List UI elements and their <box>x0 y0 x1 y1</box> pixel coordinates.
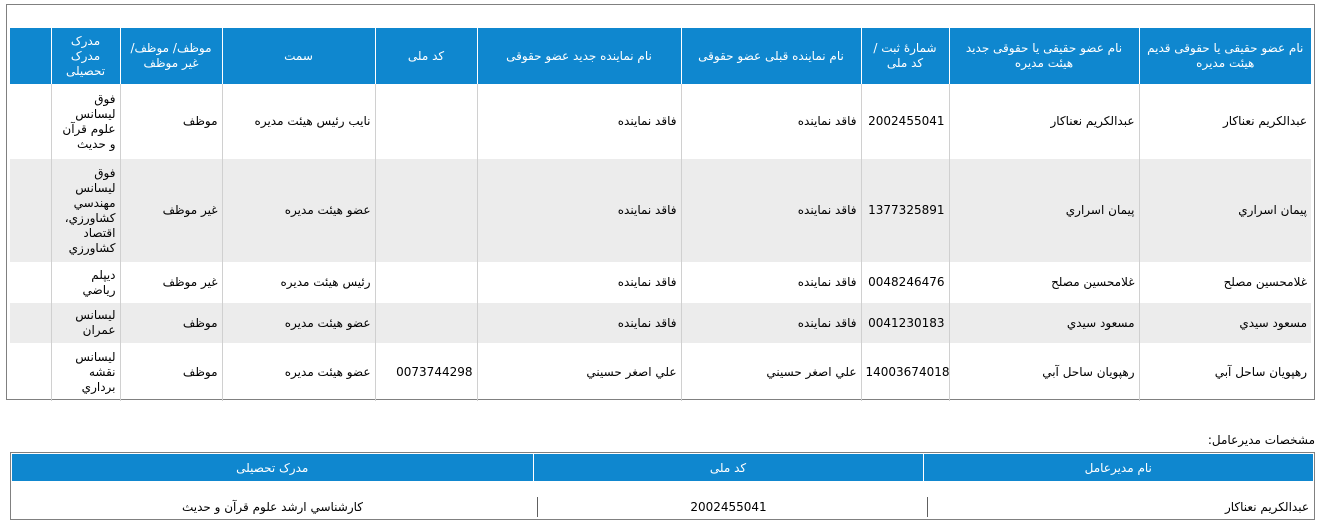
reg-code-cell: 14003674018 <box>861 343 949 401</box>
empty-cell <box>10 159 51 262</box>
col-duty: موظف/ موظف/ غیر موظف <box>120 28 222 84</box>
national-code-cell <box>375 84 477 159</box>
reg-code-cell: 0048246476 <box>861 262 949 303</box>
new-rep-cell: فاقد نماينده <box>477 159 681 262</box>
duty-cell: موظف <box>120 343 222 401</box>
new-member-cell: رهپويان ساحل آبي <box>949 343 1139 401</box>
col-national-code: کد ملی <box>375 28 477 84</box>
col-old-member: نام عضو حقیقی یا حقوقی قدیم هیئت مدیره <box>1139 28 1311 84</box>
col-manager-name: نام مديرعامل <box>923 454 1313 481</box>
manager-name: عبدالكريم نعناكار <box>927 497 1309 517</box>
old-member-cell: غلامحسين مصلح <box>1139 262 1311 303</box>
table-row <box>10 262 1311 303</box>
new-rep-cell: فاقد نماينده <box>477 262 681 303</box>
manager-table <box>12 454 1313 523</box>
col-empty <box>10 28 51 84</box>
table-row <box>10 303 1311 343</box>
prev-rep-cell: فاقد نماينده <box>681 159 861 262</box>
national-code-cell <box>375 159 477 262</box>
national-code-cell: 0073744298 <box>375 343 477 401</box>
manager-name-wrap <box>923 481 1313 523</box>
new-rep-cell: فاقد نماينده <box>477 84 681 159</box>
manager-panel <box>10 452 1315 520</box>
duty-cell: موظف <box>120 84 222 159</box>
manager-national-code-wrap <box>533 481 923 523</box>
col-manager-national-code: كد ملی <box>533 454 923 481</box>
table-row <box>10 84 1311 159</box>
col-prev-rep: نام نماینده قبلی عضو حقوقی <box>681 28 861 84</box>
manager-degree: كارشناسي ارشد علوم قرآن و حديث <box>181 500 363 514</box>
new-member-cell: عبدالكريم نعناكار <box>949 84 1139 159</box>
manager-header-row <box>12 454 1313 481</box>
reg-code-cell: 2002455041 <box>861 84 949 159</box>
national-code-cell <box>375 303 477 343</box>
prev-rep-cell: علي اصغر حسيني <box>681 343 861 401</box>
prev-rep-cell: فاقد نماينده <box>681 262 861 303</box>
reg-code-cell: 0041230183 <box>861 303 949 343</box>
degree-cell: ليسانس نقشه برداري <box>51 343 120 401</box>
new-member-cell: پيمان اسراري <box>949 159 1139 262</box>
col-new-rep: نام نماینده جدید عضو حقوقی <box>477 28 681 84</box>
table-row <box>10 343 1311 401</box>
prev-rep-cell: فاقد نماينده <box>681 84 861 159</box>
old-member-cell: رهپويان ساحل آبي <box>1139 343 1311 401</box>
new-rep-cell: علي اصغر حسيني <box>477 343 681 401</box>
col-degree: مدرک مدرک تحصیلی <box>51 28 120 84</box>
position-cell: رئيس هيئت مديره <box>222 262 375 303</box>
manager-section-title: مشخصات مديرعامل: <box>1207 433 1315 447</box>
col-reg-code: شمارۀ ثبت / کد ملی <box>861 28 949 84</box>
board-changes-panel <box>6 4 1315 400</box>
old-member-cell: عبدالكريم نعناكار <box>1139 84 1311 159</box>
new-member-cell: مسعود سيدي <box>949 303 1139 343</box>
duty-cell: موظف <box>120 303 222 343</box>
position-cell: نايب رئيس هيئت مديره <box>222 84 375 159</box>
col-position: سمت <box>222 28 375 84</box>
duty-cell: غير موظف <box>120 262 222 303</box>
duty-cell: غير موظف <box>120 159 222 262</box>
old-member-cell: مسعود سيدي <box>1139 303 1311 343</box>
old-member-cell: پيمان اسراري <box>1139 159 1311 262</box>
degree-cell: ليسانس عمران <box>51 303 120 343</box>
table-row <box>12 481 1313 523</box>
national-code-cell <box>375 262 477 303</box>
degree-cell: ديپلم رياضي <box>51 262 120 303</box>
board-table <box>10 28 1311 401</box>
position-cell: عضو هيئت مديره <box>222 343 375 401</box>
new-rep-cell: فاقد نماينده <box>477 303 681 343</box>
table-row <box>10 159 1311 262</box>
manager-degree-wrap <box>12 481 533 523</box>
empty-cell <box>10 84 51 159</box>
reg-code-cell: 1377325891 <box>861 159 949 262</box>
position-cell: عضو هيئت مديره <box>222 303 375 343</box>
degree-cell: فوق ليسانس مهندسي كشاورزي، اقتصاد كشاورزي <box>51 159 120 262</box>
empty-cell <box>10 343 51 401</box>
empty-cell <box>10 303 51 343</box>
manager-national-code: 2002455041 <box>537 497 919 517</box>
position-cell: عضو هيئت مديره <box>222 159 375 262</box>
empty-cell <box>10 262 51 303</box>
col-new-member: نام عضو حقیقی یا حقوقی جدید هیئت مدیره <box>949 28 1139 84</box>
prev-rep-cell: فاقد نماينده <box>681 303 861 343</box>
col-manager-degree: مدرک تحصیلی <box>12 454 533 481</box>
degree-cell: فوق ليسانس علوم قرآن و حديث <box>51 84 120 159</box>
new-member-cell: غلامحسين مصلح <box>949 262 1139 303</box>
board-header-row <box>10 28 1311 84</box>
